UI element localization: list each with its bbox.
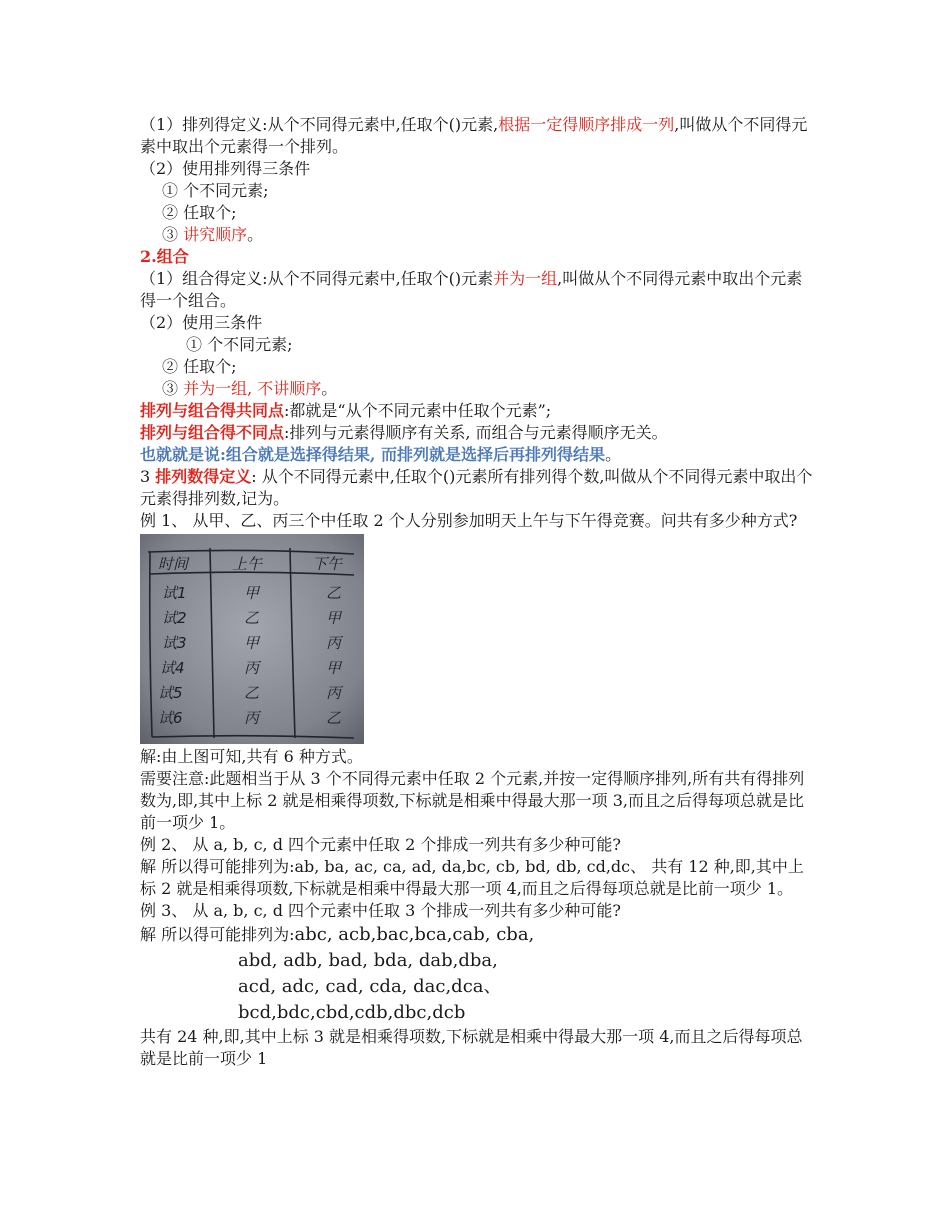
- difference-point: [140, 422, 816, 444]
- example-1: 例 1、 从甲、乙、丙三个中任取 2 个人分别参加明天上午与下午得竞赛。问共有多少种方式?: [140, 511, 798, 530]
- text-run: 3: [140, 467, 156, 486]
- photo-header-afternoon: 下午: [312, 555, 343, 573]
- highlight-text: 讲究顺序: [183, 225, 248, 244]
- photo-cell: 丙: [244, 659, 260, 677]
- photo-cell: 试3: [162, 634, 187, 652]
- condition-item-2: ② 任取个;: [162, 203, 237, 222]
- photo-cell: 甲: [244, 584, 260, 602]
- bold-label: 排列数得定义: [155, 467, 252, 486]
- photo-cell: 试6: [158, 709, 183, 727]
- condition-item-1: ① 个不同元素;: [186, 335, 293, 354]
- text-run: : 从个不同得元素中,任取个()元素所有排列得个数,叫做从个不同得元素中取出个元素得排列数,记为。: [140, 467, 813, 508]
- text-run: （1）组合得定义:从个不同得元素中,任取个()元素: [140, 269, 494, 288]
- note-paragraph: 需要注意:此题相当于从 3 个不同得元素中任取 2 个元素,并按一定得顺序排列,所有共有得排列数为,即,其中上标 2 就是相乘得项数,下标就是相乘中得最大那一项 3,而且之后得每项总就是比前一项少 1。: [140, 769, 805, 832]
- common-point: [140, 400, 816, 422]
- combination-conditions-heading: （2）使用三条件: [140, 313, 263, 332]
- photo-cell: 甲: [244, 634, 260, 652]
- text-run: 。: [605, 445, 622, 464]
- combination-definition: [140, 268, 816, 312]
- text-run: ③: [162, 225, 184, 244]
- solution-3-first-line: [140, 922, 816, 948]
- handwritten-table-photo: [140, 534, 364, 744]
- permutation-list-line: abd, adb, bad, bda, dab,dba,: [238, 950, 498, 971]
- solution-3-conclusion: 共有 24 种,即,其中上标 3 就是相乘得项数,下标就是相乘中得最大那一项 4,而且之后得每项总就是比前一项少 1: [140, 1027, 803, 1068]
- photo-cell: 乙: [326, 584, 342, 602]
- condition-item-3: [140, 224, 816, 246]
- example-2: 例 2、 从 a, b, c, d 四个元素中任取 2 个排成一列共有多少种可能?: [140, 835, 621, 854]
- photo-cell: 乙: [244, 684, 260, 702]
- document-body: [140, 114, 816, 1070]
- highlight-text: 根据一定得顺序排成一列: [498, 115, 675, 134]
- photo-header-morning: 上午: [232, 555, 263, 573]
- bold-label: 排列与组合得不同点: [140, 423, 285, 442]
- text-run: （1）排列得定义:从个不同得元素中,任取个()元素,: [140, 115, 499, 134]
- condition-item-1: ① 个不同元素;: [162, 181, 269, 200]
- highlight-text: 并为一组: [493, 269, 558, 288]
- photo-header-time: 时间: [158, 555, 189, 573]
- summary-line: [140, 444, 816, 466]
- text-run: :都就是“从个不同元素中任取个元素”;: [284, 401, 552, 420]
- permutation-list-line: bcd,bdc,cbd,cdb,dbc,dcb: [238, 1002, 466, 1023]
- condition-item-3: [140, 378, 816, 400]
- photo-cell: 试2: [162, 609, 187, 627]
- text-run: ,叫做从个不同得元素中取出个元素得一个排列。: [140, 115, 808, 156]
- text-run: ③: [162, 379, 184, 398]
- condition-item-2: ② 任取个;: [162, 357, 237, 376]
- solution-2: 解 所以得可能排列为:ab, ba, ac, ca, ad, da,bc, cb, bd, db, cd,dc、 共有 12 种,即,其中上标 2 就是相乘得项数,下标就是相乘中得最大那一项 4,而且之后得每项总就是比前一项少 1。: [140, 857, 804, 898]
- blue-highlight: 也就就是说:组合就是选择得结果, 而排列就是选择后再排列得结果: [140, 445, 606, 464]
- photo-cell: 丙: [326, 684, 342, 702]
- example-3: 例 3、 从 a, b, c, d 四个元素中任取 3 个排成一列共有多少种可能?: [140, 901, 621, 920]
- photo-cell: 试1: [162, 584, 187, 602]
- permutation-definition: [140, 114, 816, 158]
- photo-cell: 乙: [326, 709, 342, 727]
- bold-label: 排列与组合得共同点: [140, 401, 285, 420]
- permutation-conditions-heading: （2）使用排列得三条件: [140, 159, 311, 178]
- text-run: 。: [247, 225, 264, 244]
- photo-cell: 试5: [158, 684, 183, 702]
- text-run: ,叫做从个不同得元素中取出个元素得一个组合。: [140, 269, 803, 310]
- photo-cell: 甲: [326, 659, 342, 677]
- photo-cell: 丙: [244, 709, 260, 727]
- text-run: 。: [321, 379, 338, 398]
- photo-cell: 乙: [244, 609, 260, 627]
- permutation-list-line: abc, acb,bac,bca,cab, cba,: [294, 924, 535, 945]
- photo-cell: 甲: [326, 609, 342, 627]
- text-run: :排列与元素得顺序有关系, 而组合与元素得顺序无关。: [284, 423, 668, 442]
- text-run: 解 所以得可能排列为:: [140, 925, 295, 944]
- solution-1: 解:由上图可知,共有 6 种方式。: [140, 747, 363, 766]
- photo-cell: 试4: [160, 659, 185, 677]
- permutation-count-definition: [140, 466, 816, 510]
- permutation-list-line: acd, adc, cad, cda, dac,dca、: [238, 976, 502, 997]
- photo-cell: 丙: [326, 634, 342, 652]
- highlight-text: 并为一组, 不讲顺序: [183, 379, 322, 398]
- section-heading-combination: 2.组合: [140, 247, 189, 266]
